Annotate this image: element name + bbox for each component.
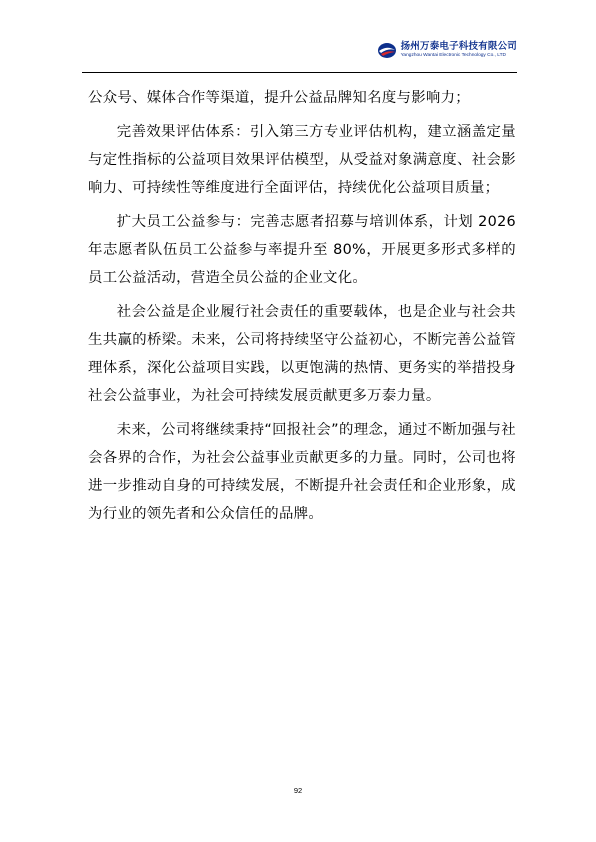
page-header — [377, 42, 517, 59]
company-name-cn: 扬州万泰电子科技有限公司 — [400, 41, 517, 53]
paragraph-employee-participation: 扩大员工公益参与：完善志愿者招募与培训体系，计划 2026 年志愿者队伍员工公益参与率提升至 80%，开展更多形式多样的员工公益活动，营造全员公益的企业文化。 — [88, 214, 516, 286]
company-logo-text — [401, 42, 517, 58]
paragraph-future-outlook: 未来，公司将继续秉持“回报社会”的理念，通过不断加强与社会各界的合作，为社会公益事业贡献更多的力量。同时，公司也将进一步推动自身的可持续发展，不断提升社会责任和企业形象，成为行业的领先者和公众信任的品牌。 — [88, 422, 516, 522]
paragraph-evaluation-system: 完善效果评估体系：引入第三方专业评估机构，建立涵盖定量与定性指标的公益项目效果评估模型，从受益对象满意度、社会影响力、可持续性等维度进行全面评估，持续优化公益项目质量； — [88, 124, 516, 196]
page-number: 92 — [293, 786, 303, 795]
header-divider — [82, 72, 517, 73]
company-name-en: Yangzhou Wantai Electronic Technology Co., LTD — [400, 52, 507, 58]
paragraph-social-welfare: 社会公益是企业履行社会责任的重要载体，也是企业与社会共生共赢的桥梁。未来，公司将持续坚守公益初心，不断完善公益管理体系，深化公益项目实践，以更饱满的热情、更务实的举措投身社会公益事业，为社会可持续发展贡献更多万泰力量。 — [88, 304, 516, 404]
company-logo-icon — [377, 42, 397, 59]
paragraph-continuation: 公众号、媒体合作等渠道，提升公益品牌知名度与影响力； — [88, 90, 470, 106]
document-body — [88, 84, 516, 534]
